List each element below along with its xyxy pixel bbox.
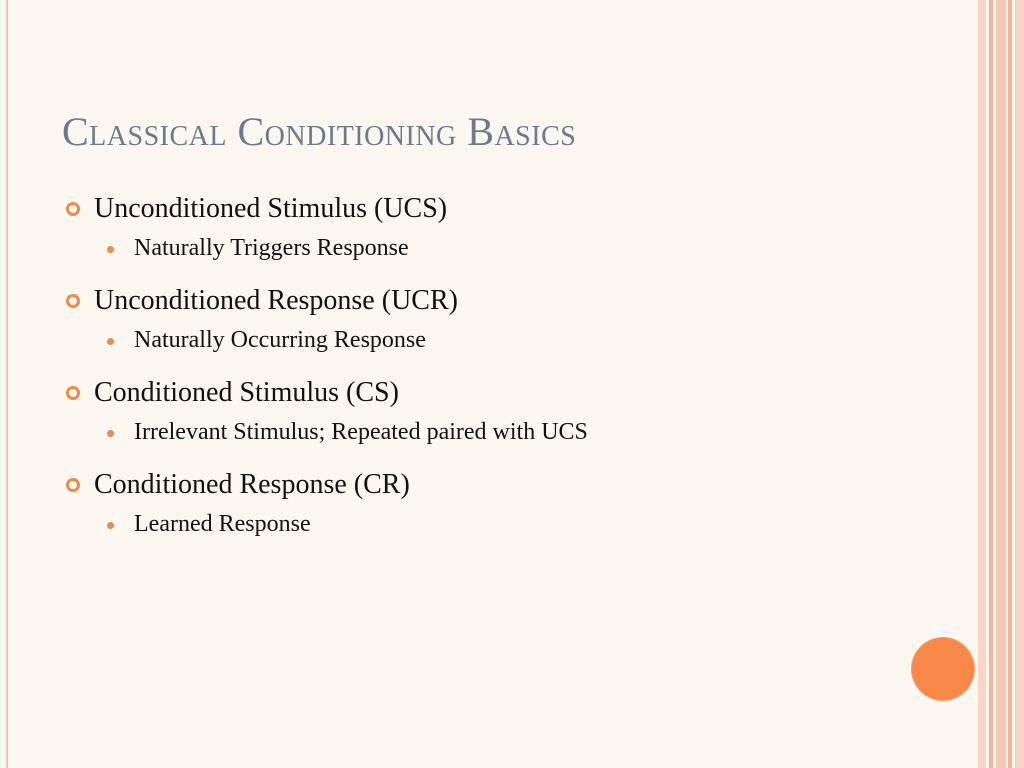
sub-bullet-item <box>64 230 944 280</box>
bullet-text: Unconditioned Response (UCR) <box>94 285 458 316</box>
sub-bullet-text: Naturally Occurring Response <box>134 327 426 353</box>
bullet-list <box>64 188 944 556</box>
dot-bullet-icon <box>107 522 114 529</box>
ring-bullet-icon <box>66 202 80 216</box>
bullet-text: Unconditioned Stimulus (UCS) <box>94 193 448 224</box>
ring-bullet-icon <box>66 478 80 492</box>
sub-bullet-item <box>64 506 944 556</box>
slide-title: Classical Conditioning Basics <box>62 109 577 154</box>
sub-bullet-text: Learned Response <box>134 511 311 537</box>
sub-bullet-item <box>64 414 944 464</box>
decorative-stripe <box>996 0 1006 768</box>
decorative-stripe <box>989 0 993 768</box>
ring-bullet-icon <box>66 294 80 308</box>
decorative-circle <box>912 638 974 700</box>
decorative-stripe <box>1008 0 1012 768</box>
sub-bullet-text: Naturally Triggers Response <box>134 235 409 261</box>
bullet-item <box>64 464 944 506</box>
decorative-stripe <box>978 0 986 768</box>
dot-bullet-icon <box>107 246 114 253</box>
decorative-stripe <box>1015 0 1024 768</box>
sub-bullet-item <box>64 322 944 372</box>
bullet-item <box>64 188 944 230</box>
dot-bullet-icon <box>107 430 114 437</box>
dot-bullet-icon <box>107 338 114 345</box>
sub-bullet-text: Irrelevant Stimulus; Repeated paired with UCS <box>134 419 588 445</box>
bullet-text: Conditioned Stimulus (CS) <box>94 377 399 408</box>
bullet-text: Conditioned Response (CR) <box>94 469 410 500</box>
bullet-item <box>64 280 944 322</box>
left-border-line <box>6 0 8 768</box>
ring-bullet-icon <box>66 386 80 400</box>
bullet-item <box>64 372 944 414</box>
